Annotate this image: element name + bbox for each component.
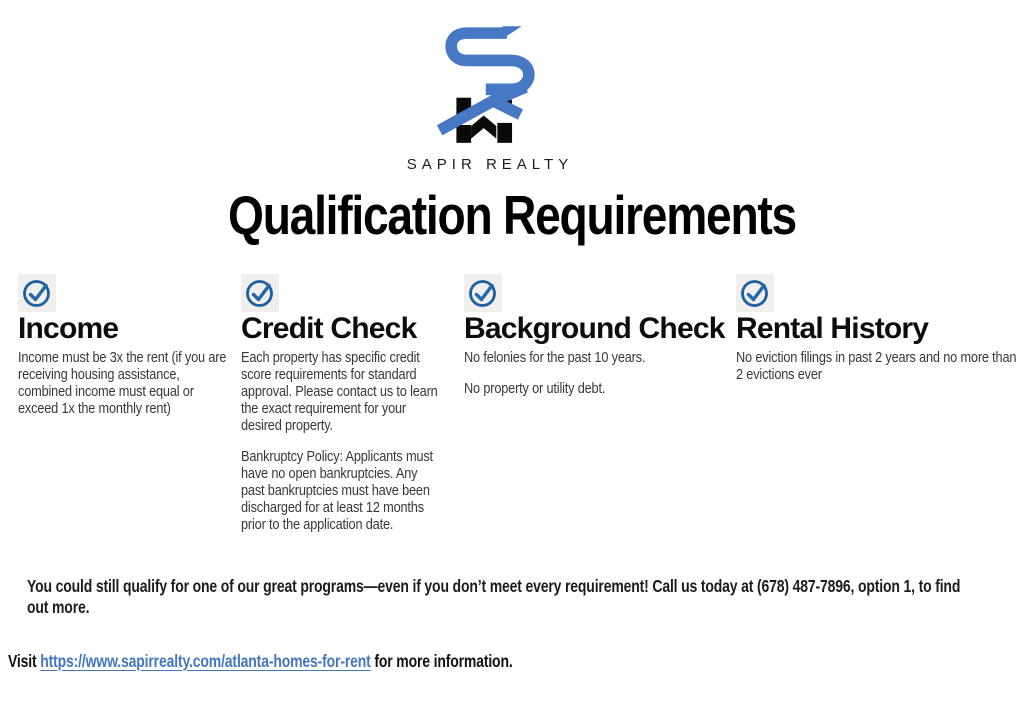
column-paragraph: No property or utility debt. [464, 380, 606, 397]
column-credit-check [241, 274, 464, 533]
check-circle-icon [18, 274, 56, 312]
column-paragraph: No eviction filings in past 2 years and no more than 2 evictions ever [736, 349, 1017, 383]
check-circle-icon [241, 274, 279, 312]
column-paragraph: Each property has specific credit score requirements for standard approval. Please contact us to learn the exact requirement for your desired property. [241, 349, 438, 434]
check-circle-icon [736, 274, 774, 312]
column-paragraph: Income must be 3x the rent (if you are receiving housing assistance, combined income must equal or exceed 1x the monthly rent) [18, 349, 227, 417]
column-background-check [464, 274, 736, 533]
column-income [18, 274, 241, 533]
sapir-realty-logo-icon [434, 20, 546, 146]
column-paragraph: Bankruptcy Policy: Applicants must have no open bankruptcies. Any past bankruptcies must have been discharged for at least 12 months prior to the application date. [241, 448, 433, 533]
column-heading: Credit Check [241, 312, 417, 345]
visit-line [8, 650, 728, 672]
qualify-callout: You could still qualify for one of our great programs—even if you don’t meet every requirement! Call us today at (678) 487-7896, option 1, to find out more. [27, 576, 961, 617]
brand-name: SAPIR REALTY [406, 156, 574, 173]
column-heading: Rental History [736, 312, 929, 345]
requirements-columns [18, 274, 1024, 533]
website-link[interactable]: https://www.sapirrealty.com/atlanta-homes-for-rent [40, 651, 371, 671]
column-heading: Background Check [464, 312, 725, 345]
column-heading: Income [18, 312, 119, 345]
visit-suffix: for more information. [370, 651, 513, 671]
column-rental-history [736, 274, 1024, 533]
check-circle-icon [464, 274, 502, 312]
column-paragraph: No felonies for the past 10 years. [464, 349, 646, 366]
brand-logo [340, 20, 640, 173]
visit-prefix: Visit [8, 651, 41, 671]
page-title: Qualification Requirements [228, 184, 796, 246]
